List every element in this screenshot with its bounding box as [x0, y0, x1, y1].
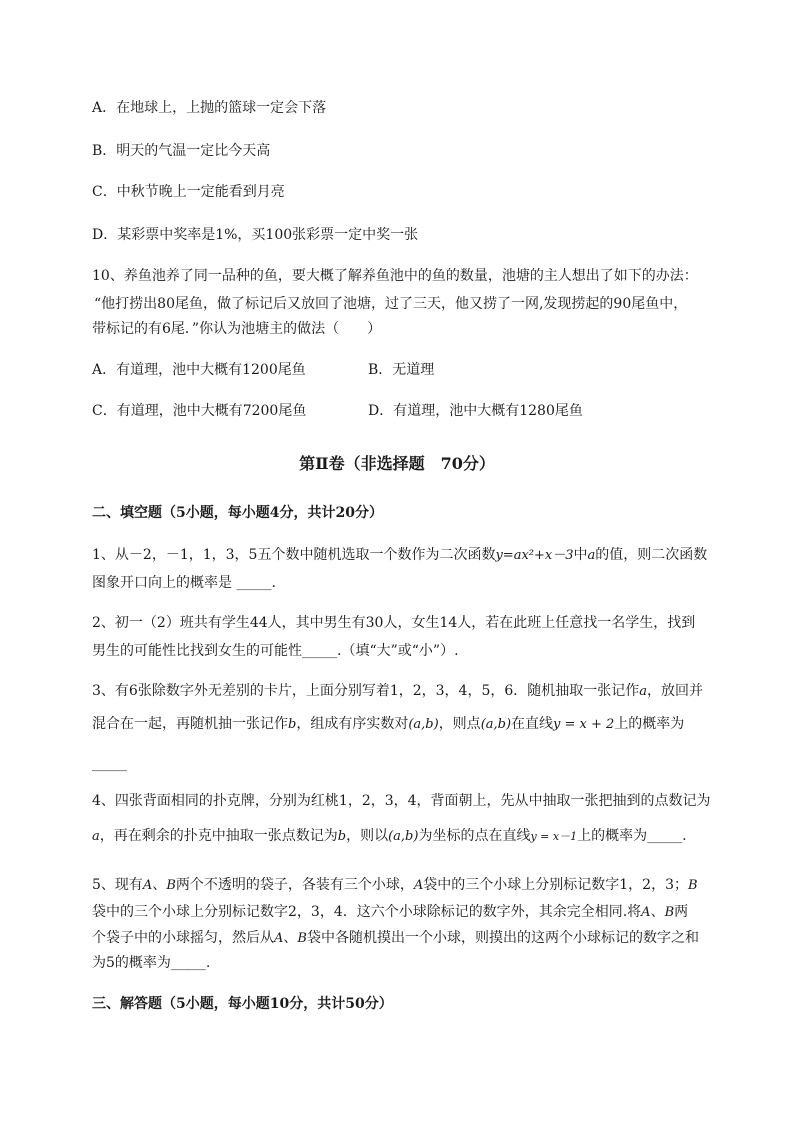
fill4-line-1: 4、四张背面相同的扑克牌，分别为红桃1，2，3，4，背面朝上，先从中抽取一张把抽到的点数记为	[92, 793, 711, 809]
q9-option-a: A．在地球上，上抛的篮球一定会下落	[92, 100, 327, 116]
section2-heading: 二、填空题（5小题，每小题4分，共计20分）	[92, 505, 383, 521]
fill5-line-4: 为5的概率为_____.	[92, 955, 211, 971]
q10-line-3: 带标记的有6尾．”你认为池塘主的做法（ ）	[92, 321, 382, 337]
fill3-line-1: 3、有6张除数字外无差别的卡片，上面分别写着1，2，3，4，5，6．随机抽取一张记作a，放回并	[92, 683, 704, 699]
fill5-line-3: 个袋子中的小球摇匀，然后从A、B袋中各随机摸出一个小球，则摸出的这两个小球标记的数字之和	[92, 930, 699, 946]
fill5-line-2: 袋中的三个小球上分别标记数字2，3，4．这六个小球除标记的数字外，其余完全相同.将A、B两	[92, 904, 689, 920]
fill2-line-2: 男生的可能性比找到女生的可能性_____.（填“大”或“小”）.	[92, 643, 459, 659]
fill2-line-1: 2、初一（2）班共有学生44人，其中男生有30人，女生14人，若在此班上任意找一名学生，找到	[92, 615, 696, 631]
fill4-line-2: a，再在剩余的扑克中抽取一张点数记为b，则以(a,b)为坐标的点在直线y = x－1上的概率为_____.	[92, 828, 687, 844]
part2-title: 第Ⅱ卷（非选择题 70分）	[299, 454, 495, 473]
section3-heading: 三、解答题（5小题，每小题10分，共计50分）	[92, 996, 393, 1012]
q9-option-b: B．明天的气温一定比今天高	[92, 143, 271, 159]
q9-option-c: C．中秋节晚上一定能看到月亮	[92, 184, 285, 200]
q10-option-c: C．有道理，池中大概有7200尾鱼	[92, 403, 307, 419]
q10-option-a: A．有道理，池中大概有1200尾鱼	[92, 362, 306, 378]
q9-option-d: D．某彩票中奖率是1%，买100张彩票一定中奖一张	[92, 227, 419, 243]
fill1-line-2: 图象开口向上的概率是 _____.	[92, 575, 276, 591]
fill3-line-2: 混合在一起，再随机抽一张记作b，组成有序实数对(a,b)，则点(a,b)在直线y = x + 2上的概率为	[92, 716, 685, 732]
fill5-line-1: 5、现有A、B两个不透明的袋子，各装有三个小球，A袋中的三个小球上分别标记数字1，2，3；B	[92, 877, 698, 893]
q10-line-2: “他打捞出80尾鱼，做了标记后又放回了池塘，过了三天，他又捞了一网,发现捞起的90尾鱼中，	[94, 296, 688, 312]
q10-option-b: B．无道理	[368, 362, 435, 378]
q10-line-1: 10、养鱼池养了同一品种的鱼，要大概了解养鱼池中的鱼的数量，池塘的主人想出了如下的办法：	[92, 268, 698, 284]
q10-option-d: D．有道理，池中大概有1280尾鱼	[368, 403, 583, 419]
fill3-line-3: _____	[92, 756, 127, 772]
fill1-line-1: 1、从－2，－1，1，3，5五个数中随机选取一个数作为二次函数y=ax²+x－3中a的值，则二次函数	[92, 547, 708, 563]
